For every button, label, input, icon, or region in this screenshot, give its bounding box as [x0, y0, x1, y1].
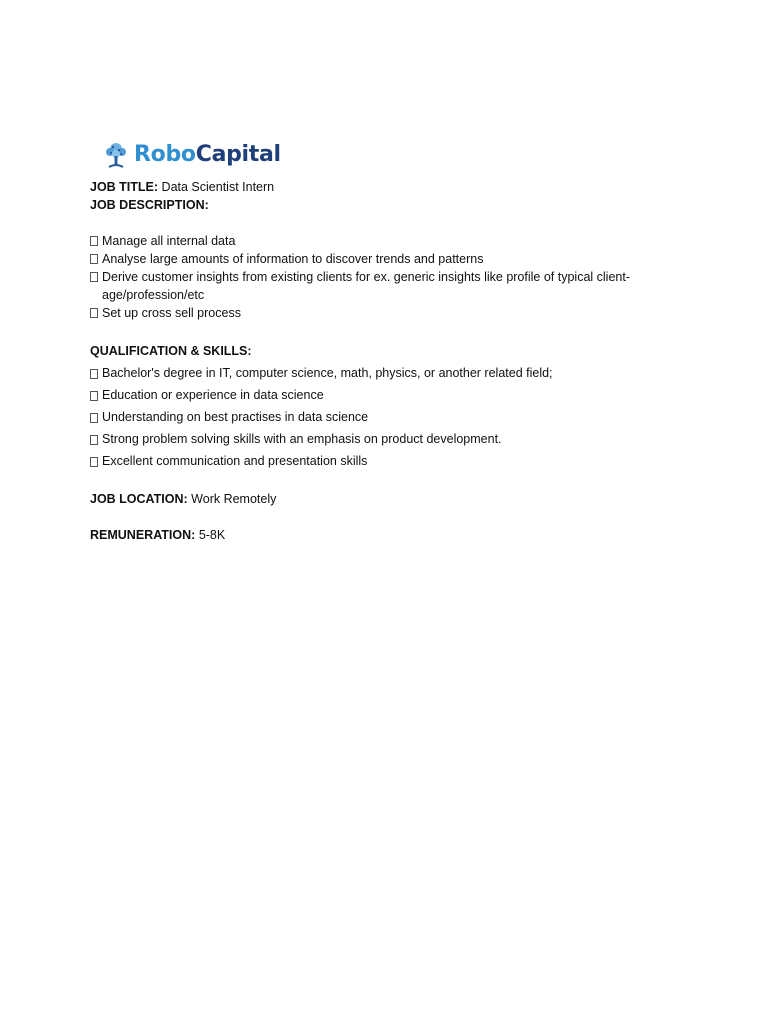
description-item: Analyse large amounts of information to discover trends and patterns [90, 250, 690, 268]
logo-text-capital: Capital [195, 142, 281, 167]
qualification-item: Bachelor's degree in IT, computer science, math, physics, or another related field; [90, 362, 690, 384]
spacer [90, 472, 690, 490]
description-item: Manage all internal data [90, 232, 690, 250]
job-description-heading: JOB DESCRIPTION: [90, 198, 209, 212]
bullet-box-icon [90, 272, 98, 282]
logo-text-robo: Robo [134, 142, 196, 167]
bullet-box-icon [90, 236, 98, 246]
qualification-item: Understanding on best practises in data science [90, 406, 690, 428]
description-item: Derive customer insights from existing clients for ex. generic insights like profile of typical client-age/profession/etc [90, 268, 690, 304]
bullet-box-icon [90, 308, 98, 318]
bullet-box-icon [90, 369, 98, 379]
job-title-value: Data Scientist Intern [161, 180, 275, 194]
job-location-label: JOB LOCATION: [90, 492, 188, 506]
job-location-line [90, 490, 690, 508]
tree-icon [104, 141, 128, 169]
qualification-item: Education or experience in data science [90, 384, 690, 406]
qualification-item: Excellent communication and presentation skills [90, 450, 690, 472]
job-location-value: Work Remotely [191, 492, 277, 506]
company-logo [104, 138, 281, 172]
bullet-box-icon [90, 457, 98, 467]
description-item: Set up cross sell process [90, 304, 690, 322]
job-posting [90, 178, 690, 544]
job-title-line [90, 178, 690, 196]
spacer [90, 214, 690, 232]
remuneration-value: 5-8K [198, 528, 226, 542]
remuneration-line [90, 526, 690, 544]
bullet-box-icon [90, 413, 98, 423]
qualification-heading: QUALIFICATION & SKILLS: [90, 344, 252, 358]
spacer [90, 508, 690, 526]
qualification-section [90, 340, 690, 472]
spacer [90, 322, 690, 340]
bullet-box-icon [90, 254, 98, 264]
qualification-item: Strong problem solving skills with an emphasis on product development. [90, 428, 690, 450]
remuneration-label: REMUNERATION: [90, 528, 196, 542]
job-title-label: JOB TITLE: [90, 180, 159, 194]
logo-wordmark [134, 138, 281, 172]
bullet-box-icon [90, 435, 98, 445]
bullet-box-icon [90, 391, 98, 401]
